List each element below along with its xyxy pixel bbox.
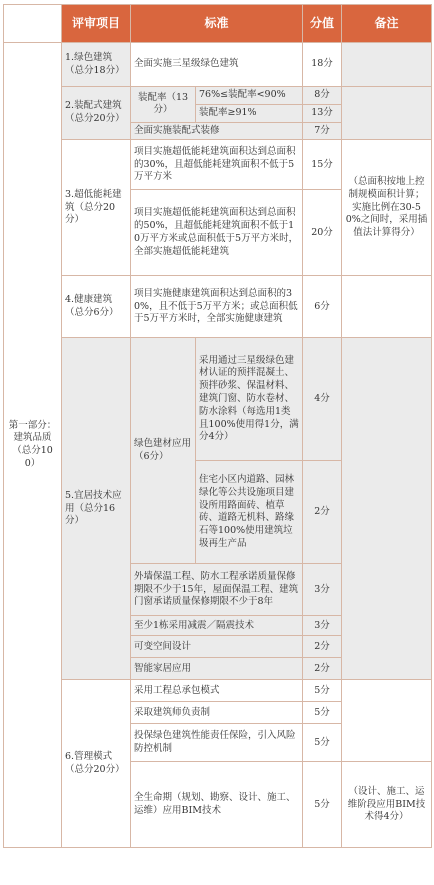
header-standard: 标准 <box>131 5 303 43</box>
table-row <box>4 276 432 338</box>
score-livable-b: 2分 <box>303 461 342 564</box>
item-green-building: 1.绿色建筑（总分18分） <box>62 43 131 87</box>
score-management-c: 5分 <box>303 724 342 762</box>
score-management-b: 5分 <box>303 702 342 724</box>
warranty-standard: 外墙保温工程、防水工程承诺质量保修期限不少于15年，屋面保温工程、建筑门窗承诺质量保修期限不少于8年 <box>131 564 303 616</box>
remark-blank <box>342 43 432 87</box>
remark-blank <box>342 338 432 680</box>
decoration-standard: 全面实施装配式装修 <box>131 122 303 140</box>
standard-low-energy-b: 项目实施超低能耗建筑面积达到总面积的50%，且超低能耗建筑面积不低于10万平方米或总面积低于5万平方米时，全部实施超低能耗建筑 <box>131 190 303 276</box>
score-livable-f: 2分 <box>303 658 342 680</box>
score-prefab-c: 7分 <box>303 122 342 140</box>
score-management-d: 5分 <box>303 762 342 848</box>
remark-blank <box>342 87 432 140</box>
scoring-table <box>3 4 432 848</box>
insurance-standard: 投保绿色建筑性能责任保险，引入风险防控机制 <box>131 724 303 762</box>
score-management-a: 5分 <box>303 680 342 702</box>
header-remark: 备注 <box>342 5 432 43</box>
score-prefab-b: 13分 <box>303 104 342 122</box>
contract-standard: 采用工程总承包模式 <box>131 680 303 702</box>
bim-standard: 全生命期（规划、勘察、设计、施工、运维）应用BIM技术 <box>131 762 303 848</box>
item-low-energy: 3.超低能耗建筑（总分20分） <box>62 140 131 276</box>
remark-blank <box>342 276 432 338</box>
material-standard-a: 采用通过三星级绿色建材认证的预拌混凝土、预拌砂浆、保温材料、建筑门窗、防水卷材、防水涂料（每选用1类且100%使用得1分，满分4分） <box>196 338 303 461</box>
header-row <box>4 5 432 43</box>
table-row <box>4 680 432 702</box>
assembly-rate-label: 装配率（13分） <box>131 87 196 123</box>
standard-green-building: 全面实施三星级绿色建筑 <box>131 43 303 87</box>
header-item: 评审项目 <box>62 5 131 43</box>
header-blank-cell <box>4 5 62 43</box>
table-row <box>4 87 432 105</box>
rate-range-b: 装配率≥91% <box>196 104 303 122</box>
item-management: 6.管理模式（总分20分） <box>62 680 131 848</box>
architect-standard: 采取建筑师负责制 <box>131 702 303 724</box>
rate-range-a: 76%≤装配率<90% <box>196 87 303 105</box>
score-livable-d: 3分 <box>303 616 342 636</box>
smart-home-standard: 智能家居应用 <box>131 658 303 680</box>
green-material-label: 绿色建材应用（6分） <box>131 338 196 564</box>
part-label: 第一部分：建筑品质（总分100） <box>4 43 62 848</box>
variable-space-standard: 可变空间设计 <box>131 636 303 658</box>
remark-management: （设计、施工、运维阶段应用BIM技术得4分） <box>342 762 432 848</box>
score-prefab-a: 8分 <box>303 87 342 105</box>
table-row <box>4 338 432 461</box>
score-healthy: 6分 <box>303 276 342 338</box>
table-row <box>4 140 432 190</box>
score-green-building: 18分 <box>303 43 342 87</box>
item-healthy: 4.健康建筑（总分6分） <box>62 276 131 338</box>
score-livable-c: 3分 <box>303 564 342 616</box>
header-score: 分值 <box>303 5 342 43</box>
score-low-energy-b: 20分 <box>303 190 342 276</box>
table-row <box>4 43 432 87</box>
material-standard-b: 住宅小区内道路、园林绿化等公共设施项目建设所用路面砖、植草砖、道路无机料、路缘石等100%使用建筑垃圾再生产品 <box>196 461 303 564</box>
remark-blank <box>342 680 432 762</box>
remark-low-energy: （总面积按地上控制规模面积计算；实施比例在30-50%之间时，采用插值法计算得分） <box>342 140 432 276</box>
item-prefab: 2.装配式建筑（总分20分） <box>62 87 131 140</box>
standard-low-energy-a: 项目实施超低能耗建筑面积达到总面积的30%，且超低能耗建筑面积不低于5万平方米 <box>131 140 303 190</box>
score-low-energy-a: 15分 <box>303 140 342 190</box>
standard-healthy: 项目实施健康建筑面积达到总面积的30%，且不低于5万平方米；或总面积低于5万平方米时，全部实施健康建筑 <box>131 276 303 338</box>
score-livable-e: 2分 <box>303 636 342 658</box>
item-livable: 5.宜居技术应用（总分16分） <box>62 338 131 680</box>
seismic-standard: 至少1栋采用减震／隔震技术 <box>131 616 303 636</box>
score-livable-a: 4分 <box>303 338 342 461</box>
